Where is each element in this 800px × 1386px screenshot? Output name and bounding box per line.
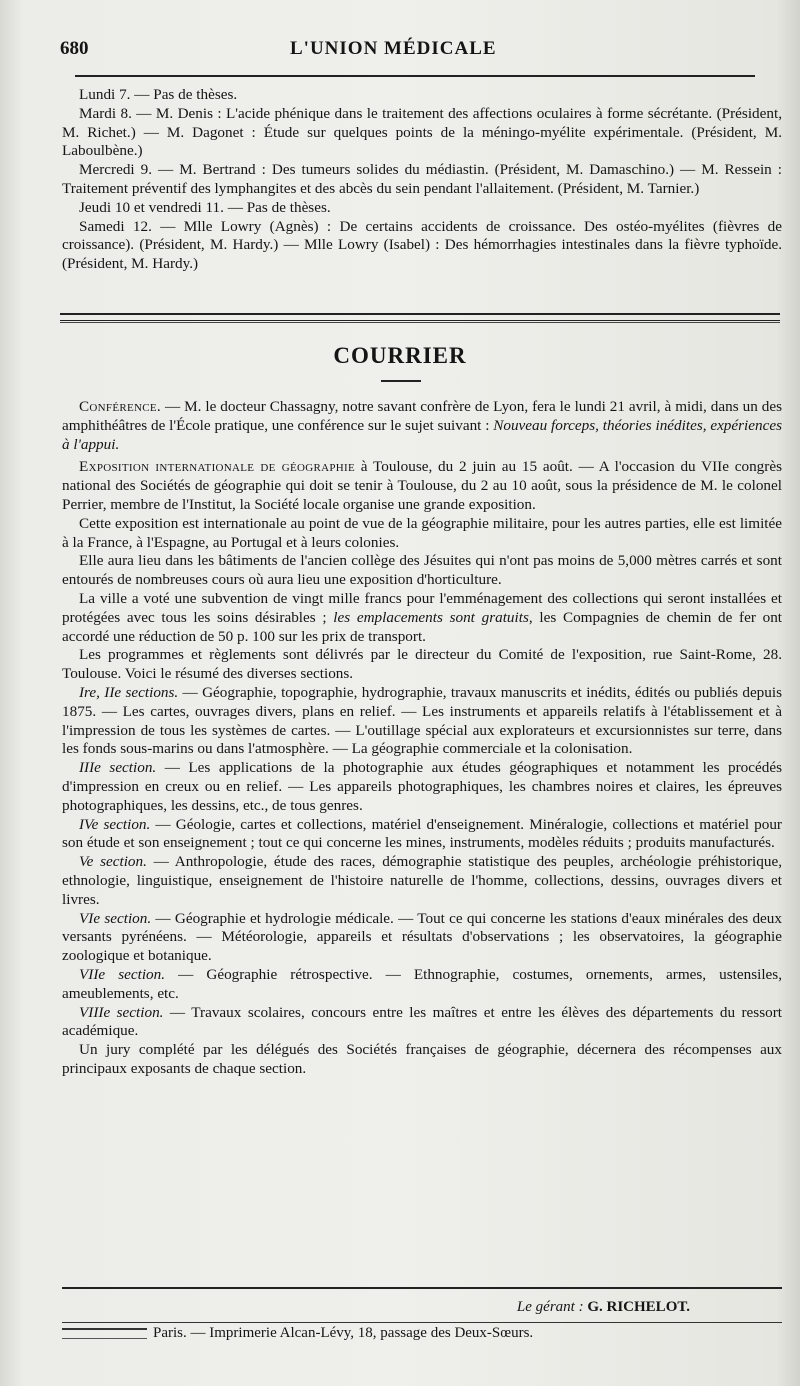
courrier-body	[62, 398, 782, 1079]
thesis-entry-1: Lundi 7. — Pas de thèses.	[79, 86, 238, 103]
section-text: — Géologie, cartes et collections, matériel d'enseignement. Minéralogie, collections et matériel pour son étude et son enseignement ; tout ce qui concerne les mines, instruments, modèles réduits ; produits manufacturés.	[62, 815, 782, 852]
section-text: — Travaux scolaires, concours entre les maîtres et entre les élèves des départements du ressort académique.	[62, 1003, 782, 1040]
section-label: VIIe section.	[79, 965, 166, 983]
section-label: VIe section.	[79, 909, 152, 927]
section-label: Ire, IIe sections.	[79, 683, 179, 701]
thesis-entry-2: Mardi 8. — M. Denis : L'acide phénique dans le traitement des affections oculaires à forme sécrétante. (Président, M. Richet.) — M. Dagonet : Étude sur quelques points de la méningo-myélite expérimentale. (Président, M. Laboulbène.)	[62, 104, 782, 160]
section-title: COURRIER	[333, 343, 467, 368]
section-entry-3	[62, 759, 782, 815]
thesis-entry-5: Samedi 12. — Mlle Lowry (Agnès) : De certains accidents de croissance. Des ostéo-myélites (fièvres de croissance). (Président, M. Hardy.) — Mlle Lowry (Isabel) : Des hémorrhagies intestinales dans la fièvre typhoïde. (Président, M. Hardy.)	[62, 217, 782, 273]
section-divider	[60, 313, 780, 321]
section-entry-8	[62, 1004, 782, 1042]
section-text: — Géographie et hydrologie médicale. — Tout ce qui concerne les stations d'eaux minérales des deux versants pyrénéens. — Météorologie, appareils et résultats d'observations ; les observatoires, la géographie zoologique et botanique.	[62, 909, 782, 965]
section-entry-7	[62, 966, 782, 1004]
section-entry-5	[62, 853, 782, 909]
section-entry-6	[62, 910, 782, 966]
section-divider-thin	[60, 322, 780, 323]
section-label: IIIe section.	[79, 759, 157, 777]
conference-subject: Nouveau forceps, théories inédites, expériences à l'appui.	[62, 416, 782, 453]
theses-list	[62, 86, 782, 274]
conference-paragraph	[62, 398, 782, 454]
exposition-paragraph-3: Elle aura lieu dans les bâtiments de l'ancien collège des Jésuites qui n'ont pas moins de 5,000 mètres carrés et sont entourés de nombreuses cours où aura lieu une exposition d'horticulture.	[62, 552, 782, 589]
thesis-entry-4: Jeudi 10 et vendredi 11. — Pas de thèses.	[79, 198, 331, 216]
section-text: — Les applications de la photographie aux études géographiques et notamment les procédés d'impression en creux ou en relief. — Les appareils photographiques, les chambres noires et claires, les épreuves photographiques, les dessins, etc., de tous genres.	[62, 759, 783, 814]
transport-text: , les Compagnies de chemin de fer ont accordé une réduction de 50 p. 100 sur les prix de transport.	[62, 608, 783, 645]
section-label: VIIIe section.	[79, 1003, 164, 1021]
jury-paragraph: Un jury complété par les délégués des Sociétés françaises de géographie, décernera des récompenses aux principaux exposants de chaque section.	[62, 1041, 782, 1077]
section-text: — Géographie rétrospective. — Ethnographie, costumes, ornements, armes, ustensiles, ameublements, etc.	[62, 965, 783, 1002]
printer-text: Paris. — Imprimerie Alcan-Lévy, 18, passage des Deux-Sœurs.	[153, 1325, 534, 1341]
signature	[517, 1299, 690, 1316]
exposition-paragraph-5: Les programmes et règlements sont délivrés par le directeur du Comité de l'exposition, rue Saint-Rome, 28. Toulouse. Voici le résumé des diverses sections.	[62, 646, 782, 683]
conference-text: — M. le docteur Chassagny, notre savant confrère de Lyon, fera le lundi 21 avril, à midi, dans un des amphithéâtres de l'École pratique, une conférence sur le sujet suivant :	[62, 398, 782, 434]
signature-name: G. RICHELOT.	[587, 1299, 690, 1315]
running-title: L'UNION MÉDICALE	[290, 38, 497, 59]
exposition-paragraph-4	[62, 590, 782, 646]
footer-rule-thin	[62, 1322, 782, 1323]
thesis-entry-3: Mercredi 9. — M. Bertrand : Des tumeurs solides du médiastin. (Président, M. Damaschino.) — M. Ressein : Traitement préventif des lymphangites et des abcès du sein pendant l'allaitement. (Président, M. Tarnier.)	[62, 161, 782, 197]
footer-rule	[62, 1287, 782, 1289]
exposition-intro-text: à Toulouse, du 2 juin au 15 août. — A l'occasion du VIIe congrès national des Sociétés de géographie qui doit se tenir à Toulouse, du 2 au 10 août, sous la présidence de M. le colonel Perrier, membre de l'Institut, la Société locale organise une grande exposition.	[62, 458, 782, 513]
section-label: Ve section.	[79, 853, 147, 871]
section-entry-1-2	[62, 684, 782, 759]
page-header	[60, 38, 750, 68]
subvention-text: La ville a voté une subvention de vingt mille francs pour l'emménagement des collections qui seront installées et protégées avec tous les soins désirables ;	[62, 589, 782, 626]
title-underline	[381, 380, 421, 382]
section-text: — Anthropologie, étude des races, démographie statistique des peuples, archéologie préhistorique, ethnologie, linguistique, enseignement de l'histoire naturelle de l'homme, collections, dessins, ouvrages divers et livres.	[62, 853, 783, 908]
printer-ornament	[62, 1328, 147, 1339]
conference-heading: Conférence.	[79, 398, 162, 415]
page-number: 680	[60, 38, 89, 59]
header-rule	[75, 75, 755, 77]
section-text: — Géographie, topographie, hydrographie, travaux manuscrits et inédits, édités ou publiés depuis 1875. — Les cartes, ouvrages divers, plans en relief. — Les instruments et appareils relatifs à l'établissement et à l'impression de tous les systèmes de cartes. — L'outillage spécial aux explorateurs et excursionnistes sur terre, dans les fonds sous-marins ou dans l'atmosphère. — La géographie commerciale et la colonisation.	[62, 683, 782, 758]
section-entry-4	[62, 816, 782, 854]
printer-line	[62, 1325, 782, 1342]
section-label: IVe section.	[79, 815, 151, 833]
exposition-paragraph-2: Cette exposition est internationale au point de vue de la géographie militaire, pour les autres parties, elle est limitée à la France, à l'Espagne, au Portugal et à leurs colonies.	[62, 514, 782, 551]
emplacements-text: les emplacements sont gratuits	[333, 608, 529, 626]
exposition-intro	[62, 458, 782, 514]
signature-role: Le gérant :	[516, 1299, 584, 1315]
exposition-heading: Exposition internationale de géographie	[79, 458, 355, 476]
